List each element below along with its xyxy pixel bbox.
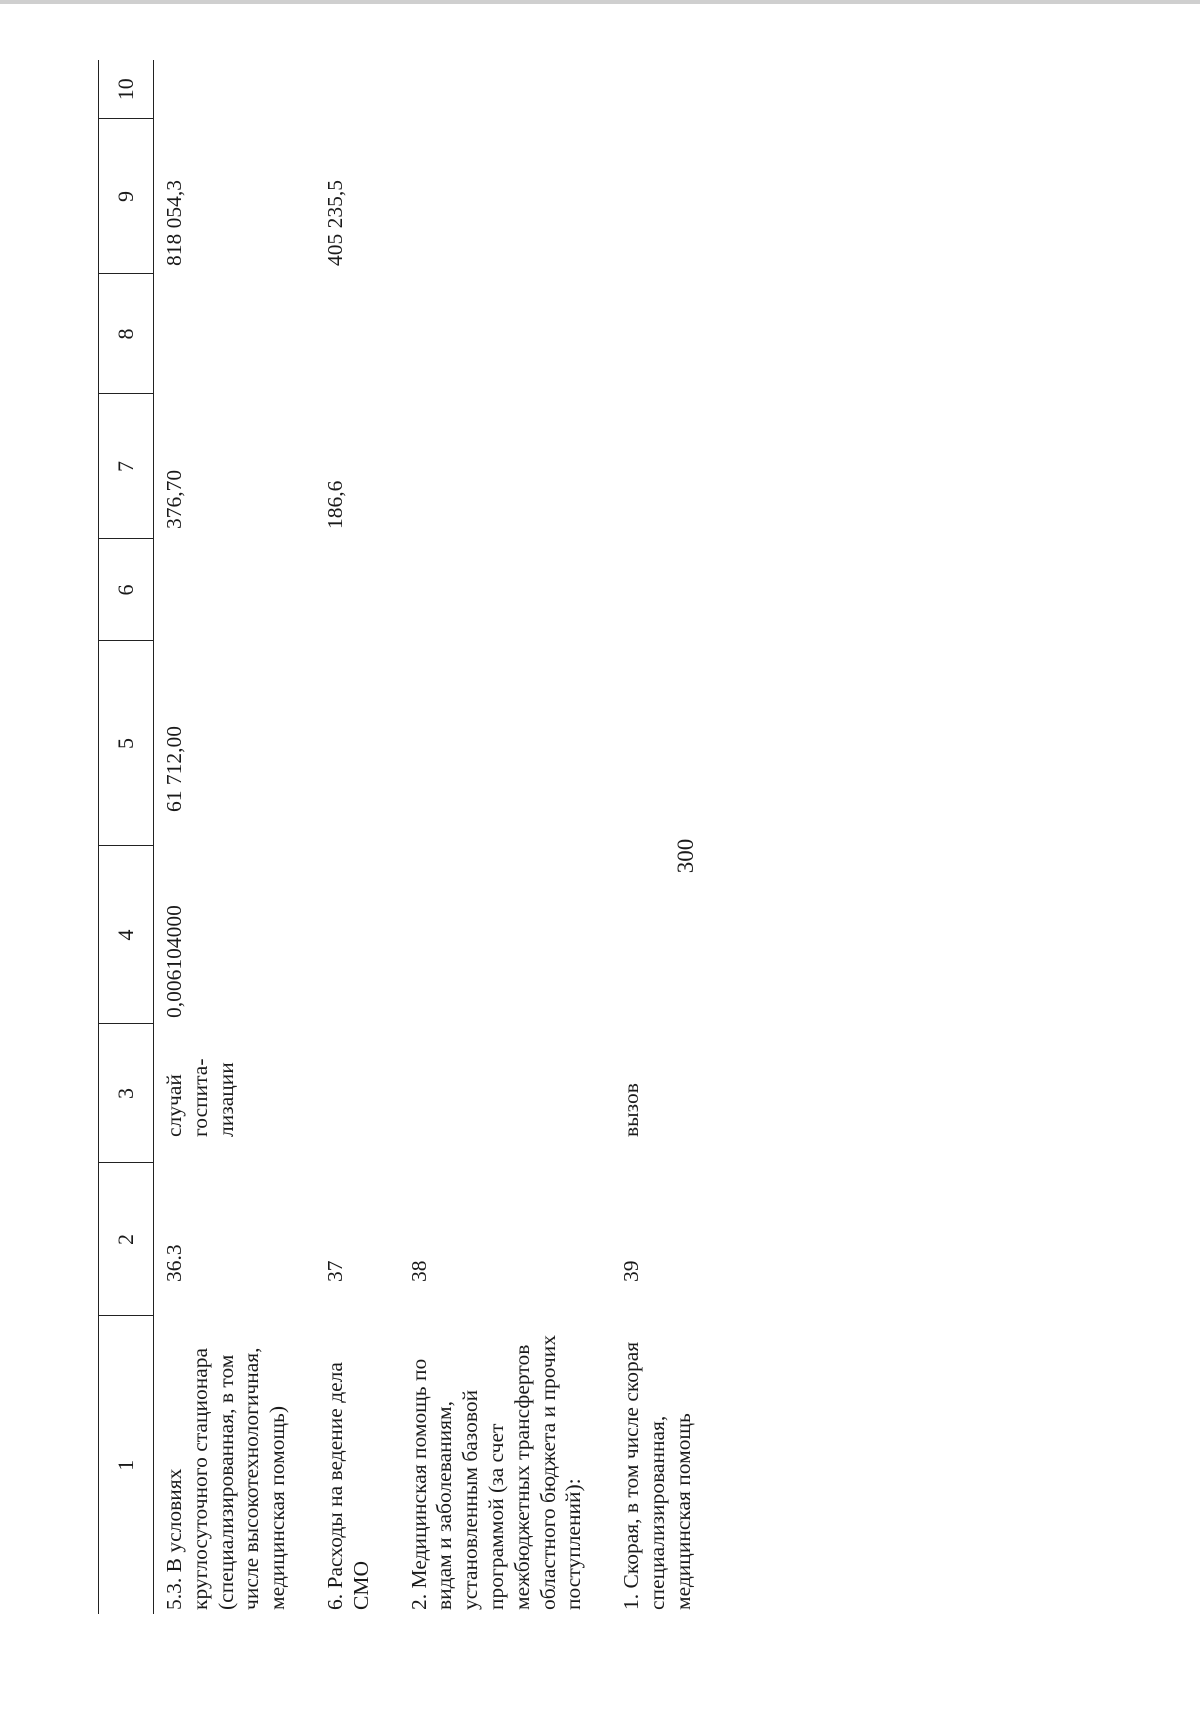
row-col-7: 376,70 xyxy=(162,469,186,529)
row-col-8 xyxy=(399,274,612,394)
row-col-6 xyxy=(399,539,612,641)
row-unit xyxy=(399,1024,612,1163)
row-col-8 xyxy=(611,274,720,394)
row-unit xyxy=(315,1024,399,1163)
row-col-9: 818 054,3 xyxy=(162,180,186,266)
scan-top-edge xyxy=(0,0,1200,4)
row-name: 1. Скорая, в том числе скорая специализированная, медицинская помощь xyxy=(619,1341,695,1610)
header-col-1: 1 xyxy=(99,1316,154,1614)
row-col-10 xyxy=(315,60,399,119)
row-line-number: 37 xyxy=(322,1260,347,1282)
row-unit: случай госпита-лизации xyxy=(162,1058,238,1137)
header-col-7: 7 xyxy=(99,394,154,539)
row-col-6 xyxy=(315,539,399,641)
row-unit: вызов xyxy=(619,1083,644,1137)
data-table xyxy=(98,60,721,1614)
row-name: 5.3. В условиях круглосуточного стационара (специализированная, в том числе высокотехнологичная, медицинская помощь) xyxy=(162,1347,290,1610)
header-col-10: 10 xyxy=(99,60,154,119)
row-col-4: 0,006104000 xyxy=(162,905,186,1018)
row-col-9: 405 235,5 xyxy=(322,180,347,266)
row-col-4 xyxy=(399,846,612,1024)
row-col-10 xyxy=(154,60,315,119)
row-col-5 xyxy=(611,641,720,846)
row-col-6 xyxy=(611,539,720,641)
row-col-9 xyxy=(611,119,720,274)
row-line-number: 38 xyxy=(406,1260,431,1282)
row-col-8 xyxy=(315,274,399,394)
row-name: 2. Медицинская помощь по видам и заболеваниям, установленным базовой программой (за счет межбюджетных трансфертов областного бюджета и прочих поступлений): xyxy=(406,1335,586,1610)
row-col-5 xyxy=(315,641,399,846)
row-col-7 xyxy=(399,394,612,539)
header-col-4: 4 xyxy=(99,846,154,1024)
row-col-10 xyxy=(399,60,612,119)
row-name: 6. Расходы на ведение дела СМО xyxy=(322,1362,373,1610)
header-row xyxy=(99,60,154,1614)
row-col-7 xyxy=(611,394,720,539)
table-row xyxy=(154,60,315,1614)
row-col-4 xyxy=(315,846,399,1024)
header-col-6: 6 xyxy=(99,539,154,641)
row-col-8 xyxy=(154,274,315,394)
rotated-table-container xyxy=(98,60,928,1614)
row-col-5 xyxy=(399,641,612,846)
header-col-3: 3 xyxy=(99,1024,154,1163)
header-col-2: 2 xyxy=(99,1163,154,1316)
row-col-7: 186,6 xyxy=(322,480,347,529)
row-col-9 xyxy=(399,119,612,274)
row-col-10 xyxy=(611,60,720,119)
page-number: 300 xyxy=(673,838,698,874)
row-col-4 xyxy=(611,846,720,1024)
table-row xyxy=(315,60,399,1614)
row-line-number: 39 xyxy=(619,1260,644,1282)
table-row xyxy=(399,60,612,1614)
header-col-5: 5 xyxy=(99,641,154,846)
header-col-9: 9 xyxy=(99,119,154,274)
row-col-5: 61 712,00 xyxy=(162,726,186,812)
header-col-8: 8 xyxy=(99,274,154,394)
table-row xyxy=(611,60,720,1614)
row-col-6 xyxy=(154,539,315,641)
row-line-number: 36.3 xyxy=(162,1244,186,1282)
